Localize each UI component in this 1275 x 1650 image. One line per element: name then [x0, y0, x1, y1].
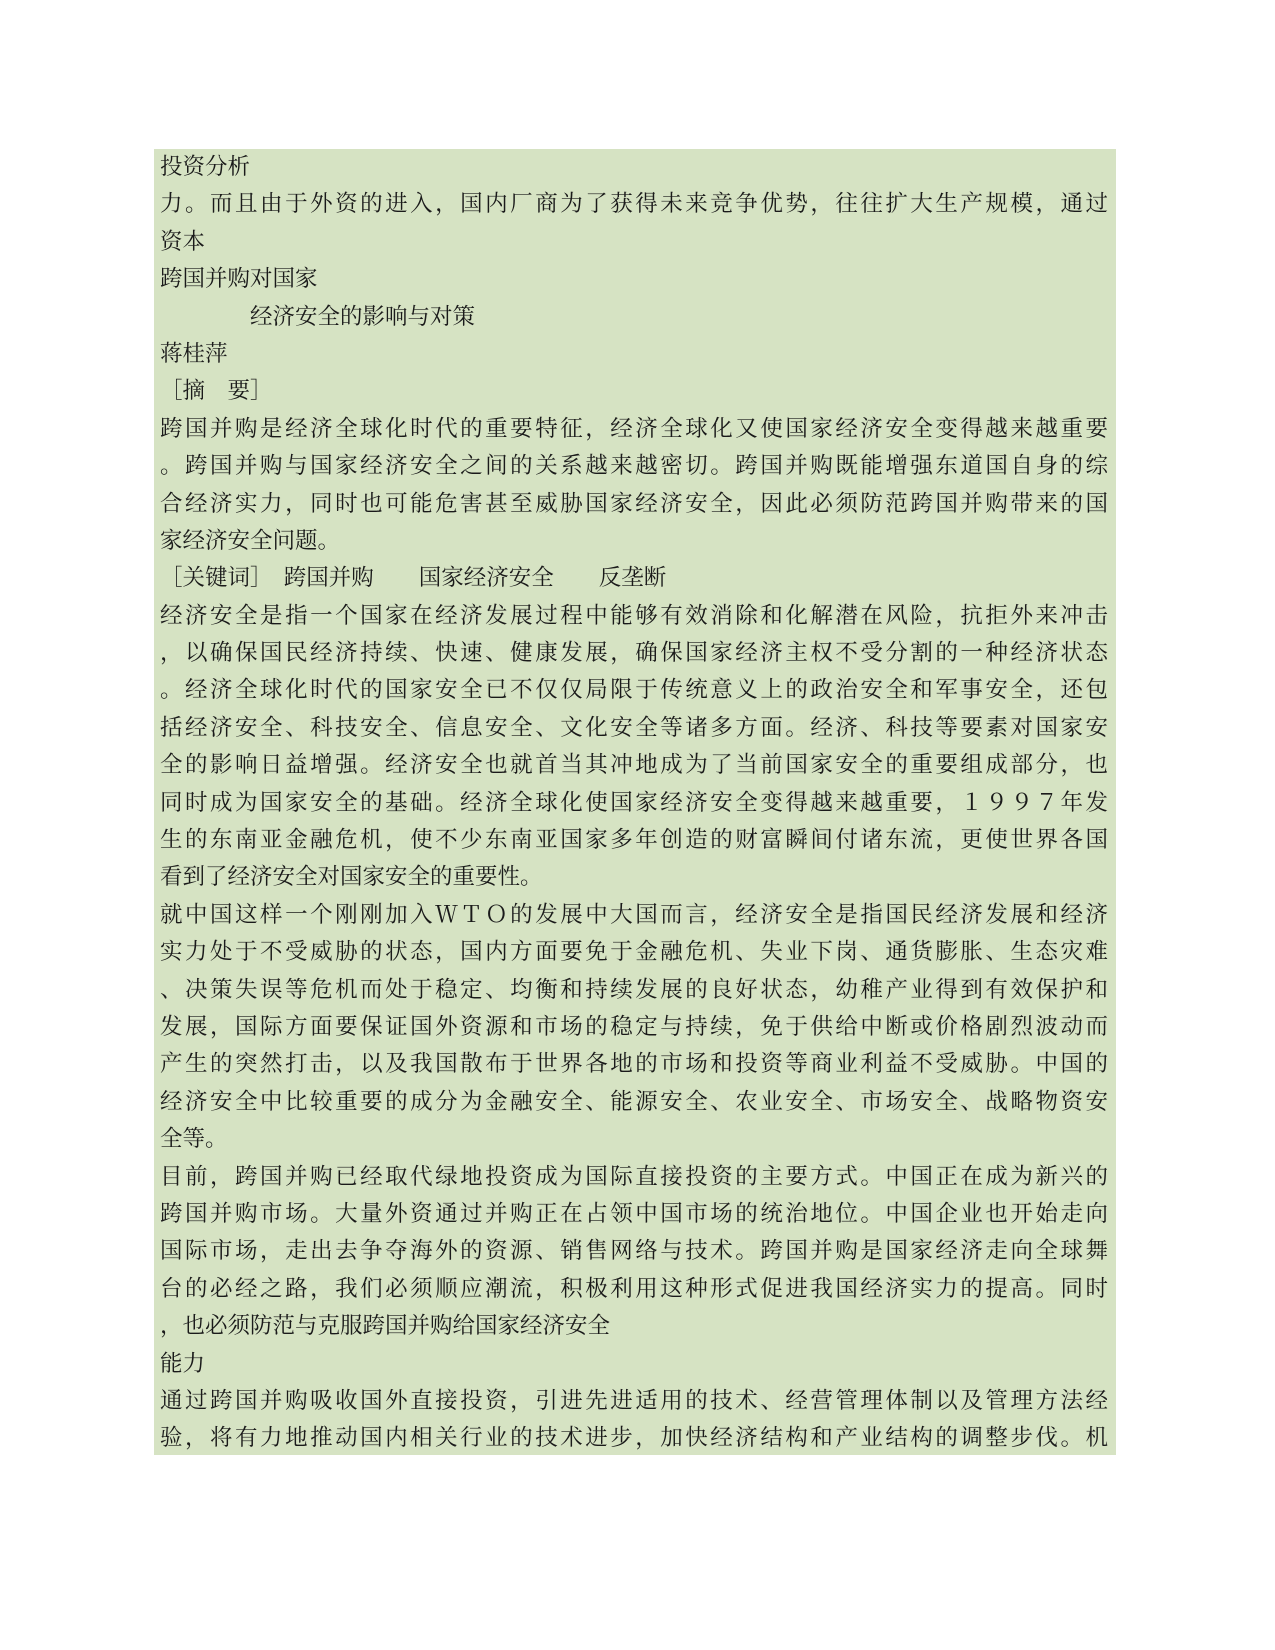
text-line: 实力处于不受威胁的状态，国内方面要免于金融危机、失业下岗、通货膨胀、生态灾难 [160, 939, 1108, 966]
text-line: 国际市场，走出去争夺海外的资源、销售网络与技术。跨国并购是国家经济走向全球舞 [160, 1238, 1108, 1265]
text-line: ，以确保国民经济持续、快速、健康发展，确保国家经济主权不受分割的一种经济状态 [160, 640, 1108, 667]
text-line: 力。而且由于外资的进入，国内厂商为了获得未来竞争优势，往往扩大生产规模，通过 [160, 191, 1108, 218]
text-line: 生的东南亚金融危机，使不少东南亚国家多年创造的财富瞬间付诸东流，更使世界各国 [160, 827, 1108, 854]
text-line: 跨国并购市场。大量外资通过并购正在占领中国市场的统治地位。中国企业也开始走向 [160, 1200, 1108, 1227]
text-line: 全的影响日益增强。经济安全也就首当其冲地成为了当前国家安全的重要组成部分，也 [160, 752, 1108, 779]
text-line: 验，将有力地推动国内相关行业的技术进步，加快经济结构和产业结构的调整步伐。机 [160, 1425, 1108, 1452]
text-line: ［关键词］ 跨国并购 国家经济安全 反垄断 [160, 565, 667, 592]
text-line: 台的必经之路，我们必须顺应潮流，积极利用这种形式促进我国经济实力的提高。同时 [160, 1275, 1108, 1302]
text-line: 投资分析 [160, 154, 251, 180]
text-line: 蒋桂萍 [160, 340, 228, 367]
text-line: 经济安全的影响与对策 [160, 303, 476, 330]
text-line: 经济安全中比较重要的成分为金融安全、能源安全、农业安全、市场安全、战略物资安 [160, 1088, 1108, 1115]
document-text-block [154, 149, 1116, 1455]
text-line: 资本 [160, 228, 206, 255]
text-line: 就中国这样一个刚刚加入ＷＴＯ的发展中大国而言，经济安全是指国民经济发展和经济 [160, 901, 1108, 928]
text-line: 。跨国并购与国家经济安全之间的关系越来越密切。跨国并购既能增强东道国自身的综 [160, 453, 1108, 480]
text-line: ［摘 要］ [160, 378, 273, 405]
text-line: 跨国并购是经济全球化时代的重要特征，经济全球化又使国家经济安全变得越来越重要 [160, 415, 1108, 442]
text-line: 能力 [160, 1350, 206, 1377]
text-line: 经济安全是指一个国家在经济发展过程中能够有效消除和化解潜在风险，抗拒外来冲击 [160, 602, 1108, 629]
text-line: 合经济实力，同时也可能危害甚至威胁国家经济安全，因此必须防范跨国并购带来的国 [160, 490, 1108, 517]
text-line: 产生的突然打击，以及我国散布于世界各地的市场和投资等商业利益不受威胁。中国的 [160, 1051, 1108, 1078]
text-line: 跨国并购对国家 [160, 266, 318, 293]
text-line: 全等。 [160, 1126, 228, 1153]
text-line: 、决策失误等危机而处于稳定、均衡和持续发展的良好状态，幼稚产业得到有效保护和 [160, 976, 1108, 1003]
text-line: 看到了经济安全对国家安全的重要性。 [160, 864, 543, 891]
text-line: 家经济安全问题。 [160, 527, 341, 554]
text-line: 发展，国际方面要保证国外资源和市场的稳定与持续，免于供给中断或价格剧烈波动而 [160, 1013, 1108, 1040]
text-line: 括经济安全、科技安全、信息安全、文化安全等诸多方面。经济、科技等要素对国家安 [160, 714, 1108, 741]
text-line: 目前，跨国并购已经取代绿地投资成为国际直接投资的主要方式。中国正在成为新兴的 [160, 1163, 1108, 1190]
text-line: 。经济全球化时代的国家安全已不仅仅局限于传统意义上的政治安全和军事安全，还包 [160, 677, 1108, 704]
text-line: 通过跨国并购吸收国外直接投资，引进先进适用的技术、经营管理体制以及管理方法经 [160, 1387, 1108, 1414]
text-line: 同时成为国家安全的基础。经济全球化使国家经济安全变得越来越重要，１９９７年发 [160, 789, 1108, 816]
text-line: ，也必须防范与克服跨国并购给国家经济安全 [160, 1313, 611, 1340]
